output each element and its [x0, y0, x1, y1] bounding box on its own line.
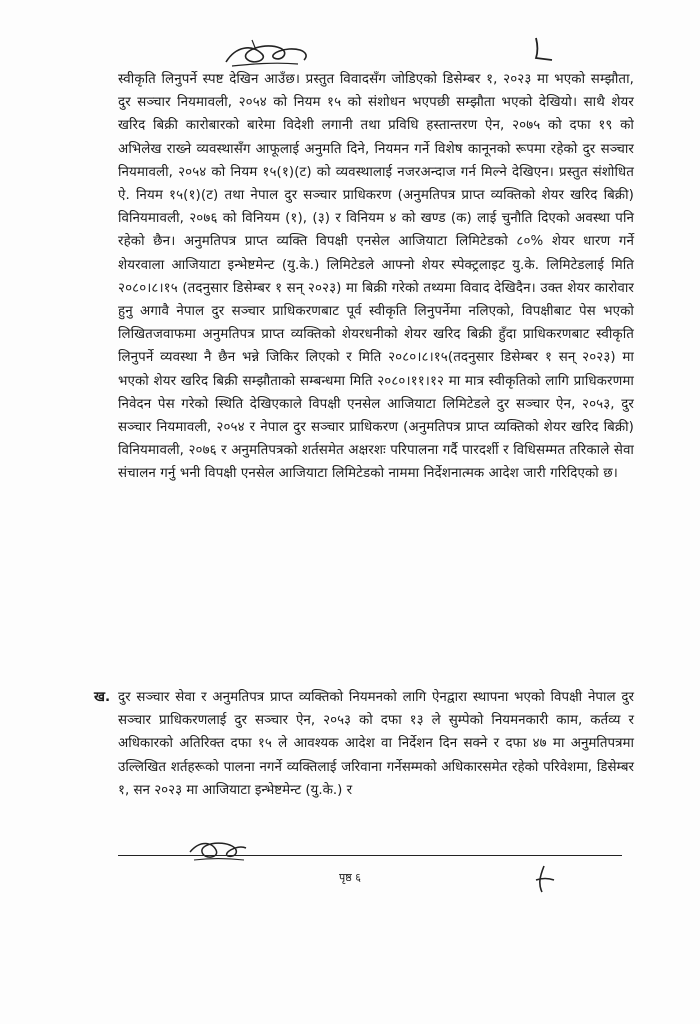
initial-mark-top: [528, 36, 556, 64]
paragraph-kha: [94, 686, 634, 802]
signature-bottom: [186, 836, 250, 866]
paragraph-ka-text: स्वीकृति लिनुपर्ने स्पष्ट देखिन आउँछ। प्रस्तुत विवादसँग जोडिएको डिसेम्बर १, २०२३ मा भएको सम्झौता, दुर सञ्चार नियमावली, २०५४ को नियम १५ को संशोधन भएपछी सम्झौता भएको देखियो। साथै शेयर खरिद बिक्री कारोबारको बारेमा विदेशी लगानी तथा प्रविधि हस्तान्तरण ऐन, २०७५ को दफा १९ को अभिलेख राख्ने व्यवस्थासँग आफूलाई अनुमति दिने, नियमन गर्ने विशेष कानूनको रूपमा रहेको दुर सञ्चार नियमावली, २०५४ को नियम १५(१)(ट) को व्यवस्थालाई नजरअन्दाज गर्न मिल्ने देखिएन। प्रस्तुत संशोधित ऐ. नियम १५(१)(ट) तथा नेपाल दुर सञ्चार प्राधिकरण (अनुमतिपत्र प्राप्त व्यक्तिको शेयर खरिद बिक्री) विनियमावली, २०७६ को विनियम (१), (३) र विनियम ४ को खण्ड (क) लाई चुनौति दिएको अवस्था पनि रहेको छैन। अनुमतिपत्र प्राप्त व्यक्ति विपक्षी एनसेल आजियाटा लिमिटेडको ८०% शेयर धारण गर्ने शेयरवाला आजियाटा इन्भेष्टमेन्ट (यु.के.) लिमिटेडले आफ्नो शेयर स्पेक्ट्रलाइट यु.के. लिमिटेडलाई मिति २०८०।८।१५ (तदनुसार डिसेम्बर १ सन् २०२३) मा बिक्री गरेको तथ्यमा विवाद देखिदैन। उक्त शेयर कारोवार हुनु अगावै नेपाल दुर सञ्चार प्राधिकरणबाट पूर्व स्वीकृति लिनुपर्नेमा नलिएको, विपक्षीबाट पेस भएको लिखितजवाफमा अनुमतिपत्र प्राप्त व्यक्तिको शेयरधनीको शेयर खरिद बिक्री हुँदा प्राधिकरणबाट स्वीकृति लिनुपर्ने व्यवस्था नै छैन भन्ने जिकिर लिएको र मिति २०८०।८।१५(तदनुसार डिसेम्बर १ सन् २०२३) मा भएको शेयर खरिद बिक्री सम्झौताको सम्बन्धमा मिति २०८०।११।१२ मा मात्र स्वीकृतिको लागि प्राधिकरणमा निवेदन पेस गरेको स्थिति देखिएकाले विपक्षी एनसेल आजियाटा लिमिटेडले दुर सञ्चार ऐन, २०५३, दुर सञ्चार नियमावली, २०५४ र नेपाल दुर सञ्चार प्राधिकरण (अनुमतिपत्र प्राप्त व्यक्तिको शेयर खरिद बिक्री) विनियमावली, २०७६ र अनुमतिपत्रको शर्तसमेत अक्षरशः परिपालना गर्दै पारदर्शी र विधिसम्मत तरिकाले सेवा संचालन गर्नु भनी विपक्षी एनसेल आजियाटा लिमिटेडको नाममा निर्देशनात्मक आदेश जारी गरिदिएको छ।: [118, 72, 634, 482]
signature-top: [222, 36, 312, 72]
paragraph-ka: [118, 68, 634, 486]
paragraph-kha-text: दुर सञ्चार सेवा र अनुमतिपत्र प्राप्त व्यक्तिको नियमनको लागि ऐनद्वारा स्थापना भएको विपक्षी नेपाल दुर सञ्चार प्राधिकरणलाई दुर सञ्चार ऐन, २०५३ को दफा १३ ले सुम्पेको नियमनकारी काम, कर्तव्य र अधिकारको अतिरिक्त दफा १५ ले आवश्यक आदेश वा निर्देशन दिन सक्ने र दफा ४७ मा अनुमतिपत्रमा उल्लिखित शर्तहरूको पालना नगर्ने व्यक्तिलाई जरिवाना गर्नेसम्मको अधिकारसमेत रहेको परिवेशमा, डिसेम्बर १, सन २०२३ मा आजियाटा इन्भेष्टमेन्ट (यु.के.) र: [118, 690, 634, 798]
page-number: पृष्ठ ६: [339, 871, 361, 884]
initial-mark-bottom: [530, 864, 558, 896]
paragraph-marker-kha: ख.: [94, 690, 111, 705]
